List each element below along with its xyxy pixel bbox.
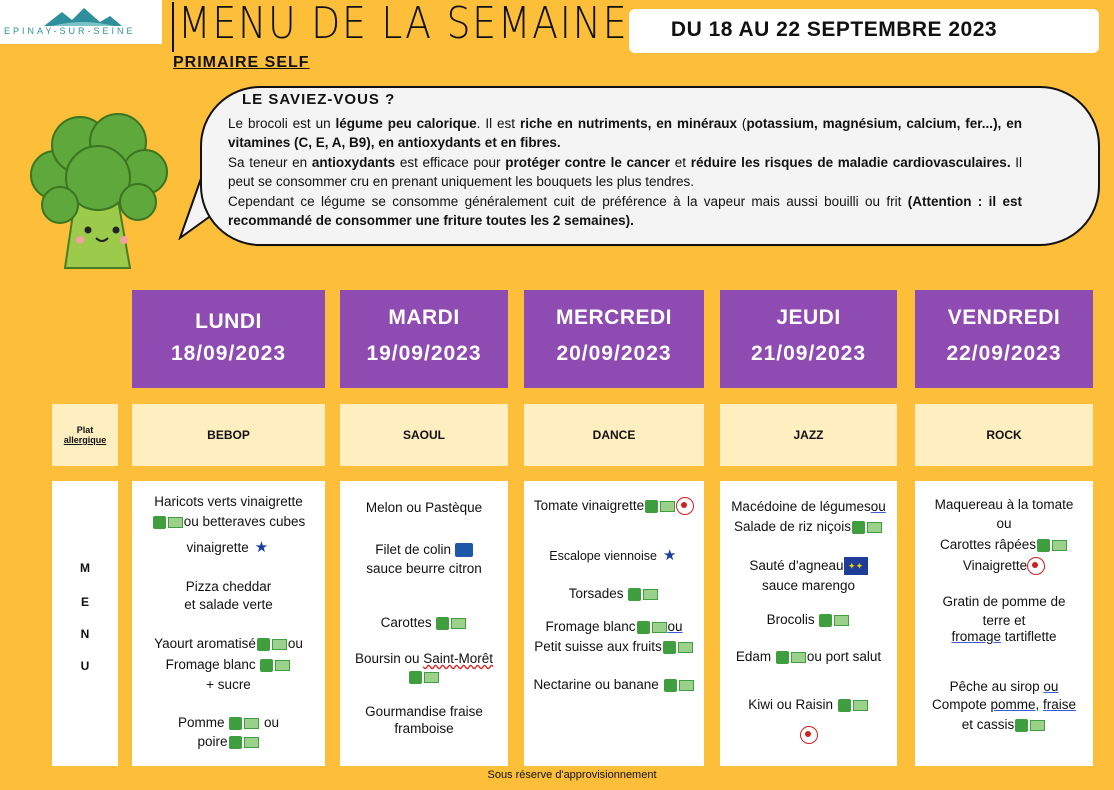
bio-label-icon	[637, 621, 667, 634]
broccoli-mascot-icon	[20, 100, 170, 270]
menu-item: Kiwi ou Raisin	[720, 696, 897, 714]
msc-label-icon	[455, 543, 473, 557]
menu-item: et salade verte	[184, 597, 273, 612]
menu-item: ou betteraves cubes	[132, 513, 325, 531]
bio-label-icon	[257, 638, 287, 651]
bio-label-icon	[229, 736, 259, 749]
day-header-mardi	[340, 290, 508, 388]
menu-item: Haricots verts vinaigrette	[154, 494, 303, 509]
day-name: VENDREDI	[947, 306, 1061, 329]
allergy-cell-lundi: BEBOP	[132, 404, 325, 466]
allergy-cell-mardi: SAOUL	[340, 404, 508, 466]
day-name: LUNDI	[195, 310, 262, 333]
menu-item: Gourmandise fraise	[365, 704, 483, 719]
menu-item: fromage tartiflette	[951, 629, 1057, 644]
date-range-box	[629, 9, 1099, 53]
menu-item	[340, 668, 508, 686]
menu-item: Compote pomme, fraise	[931, 697, 1077, 712]
menu-item: Escalope viennoise ★	[524, 547, 704, 565]
menu-item: Pêche au sirop ou	[949, 679, 1059, 694]
bio-label-icon	[628, 588, 658, 601]
page-title: MENU DE LA SEMAINE	[178, 0, 629, 49]
bio-label-icon	[436, 617, 466, 630]
allergy-row-label: Plat allergique	[52, 404, 118, 466]
menu-item: Edam ou port salut	[735, 649, 882, 664]
day-header-jeudi	[720, 290, 897, 388]
eu-label-icon: ✦✦	[844, 557, 868, 575]
menu-item: Macédoine de légumesou	[731, 499, 886, 514]
day-date: 18/09/2023	[170, 342, 287, 365]
menu-item: Melon ou Pastèque	[365, 500, 483, 515]
footer-note: Sous réserve d'approvisionnement	[487, 769, 657, 781]
menu-item: Gratin de pomme de	[942, 594, 1066, 609]
bio-label-icon	[663, 641, 693, 654]
day-date: 21/09/2023	[750, 342, 867, 365]
day-name: JEUDI	[776, 306, 841, 329]
menu-mardi	[340, 481, 508, 766]
menu-item: Torsades	[524, 585, 704, 603]
bio-label-icon	[852, 521, 882, 534]
allergy-cell-mercredi: DANCE	[524, 404, 704, 466]
menu-item: Salade de riz niçois	[720, 518, 897, 536]
bio-label-icon	[260, 659, 290, 672]
menu-item: Petit suisse aux fruits	[524, 638, 704, 656]
day-date: 19/09/2023	[366, 342, 482, 365]
bio-label-icon	[153, 516, 183, 529]
day-header-mercredi	[524, 290, 704, 388]
menu-item	[720, 726, 897, 744]
menu-mercredi	[524, 481, 704, 766]
menu-item: Carottes	[340, 614, 508, 632]
day-header-vendredi	[915, 290, 1093, 388]
menu-item: et cassis	[915, 716, 1093, 734]
french-origin-icon: ★	[254, 539, 269, 557]
bio-label-icon	[776, 651, 806, 664]
bio-label-icon	[645, 500, 675, 513]
day-name: MARDI	[388, 306, 460, 329]
menu-item: Vinaigrette	[915, 557, 1093, 575]
menu-item: Yaourt aromatisé ou	[154, 636, 303, 651]
menu-item: terre et	[982, 613, 1026, 628]
info-text: Le brocoli est un légume peu calorique. Il est riche en nutriments, en minéraux (potassium, magnésium, calcium, fer...), en vitamines (C, E, A, B9), en antioxydants et en fibres. Sa teneur en antioxydants est efficace pour protéger contre le cancer et réduire les risques de maladie cardiovasculaires. Il peut se consommer cru en prenant uniquement les bouquets les plus tendres. Cependant ce légume se consomme généralement cuit de préférence à la vapeur mais aussi bouilli ou frit (Attention : il est recommandé de consommer une friture toutes les 2 semaines).	[228, 116, 1023, 229]
menu-item: Filet de colin	[340, 541, 508, 559]
bio-label-icon	[1037, 539, 1067, 552]
menu-item: Tomate vinaigrette	[524, 497, 704, 515]
menu-vendredi	[915, 481, 1093, 766]
mountain-logo-icon	[44, 8, 122, 26]
bio-label-icon	[664, 679, 694, 692]
menu-item: ou	[996, 516, 1012, 531]
bio-label-icon	[229, 717, 259, 730]
menu-item: Pomme ou	[177, 715, 280, 730]
logo-text: EPINAY-SUR-SEINE	[4, 26, 136, 36]
allergy-cell-jeudi: JAZZ	[720, 404, 897, 466]
menu-item: Fromage blanc ou	[545, 619, 683, 634]
menu-item: Sauté d'agneau ✦✦	[720, 557, 897, 575]
city-logo	[0, 0, 162, 44]
menu-lundi	[132, 481, 325, 766]
bio-label-icon	[819, 614, 849, 627]
label-rouge-icon	[1027, 557, 1045, 575]
info-bubble	[200, 86, 1100, 246]
menu-item: Pizza cheddar	[185, 579, 272, 594]
day-name: MERCREDI	[555, 306, 672, 329]
bio-label-icon	[838, 699, 868, 712]
bio-label-icon	[1015, 719, 1045, 732]
day-header-lundi	[132, 290, 325, 388]
menu-item: + sucre	[206, 677, 251, 692]
menu-item: Brocolis	[720, 611, 897, 629]
bio-label-icon	[409, 671, 439, 684]
date-range: DU 18 AU 22 SEPTEMBRE 2023	[670, 18, 998, 41]
menu-item: Maquereau à la tomate	[934, 497, 1074, 512]
menu-item: Nectarine ou banane	[524, 676, 704, 694]
menu-item: framboise	[394, 721, 454, 736]
menu-item: poire	[132, 733, 325, 751]
menu-item: Boursin ou Saint-Morêt	[354, 651, 494, 666]
info-question: LE SAVIEZ-VOUS ?	[242, 91, 396, 108]
label-rouge-icon	[676, 497, 694, 515]
title-divider	[172, 2, 174, 52]
page-subtitle: PRIMAIRE SELF	[173, 54, 310, 71]
menu-item: vinaigrette ★	[132, 539, 325, 557]
menu-row-label: M E N U	[52, 481, 118, 766]
allergy-cell-vendredi: ROCK	[915, 404, 1093, 466]
menu-item: Carottes râpées	[915, 536, 1093, 554]
menu-item: Fromage blanc	[132, 656, 325, 674]
menu-item: sauce beurre citron	[366, 561, 482, 576]
day-date: 22/09/2023	[946, 342, 1062, 365]
menu-item: sauce marengo	[761, 578, 856, 593]
day-date: 20/09/2023	[556, 342, 672, 365]
menu-jeudi	[720, 481, 897, 766]
label-rouge-icon	[800, 726, 818, 744]
french-origin-icon: ★	[663, 547, 677, 565]
